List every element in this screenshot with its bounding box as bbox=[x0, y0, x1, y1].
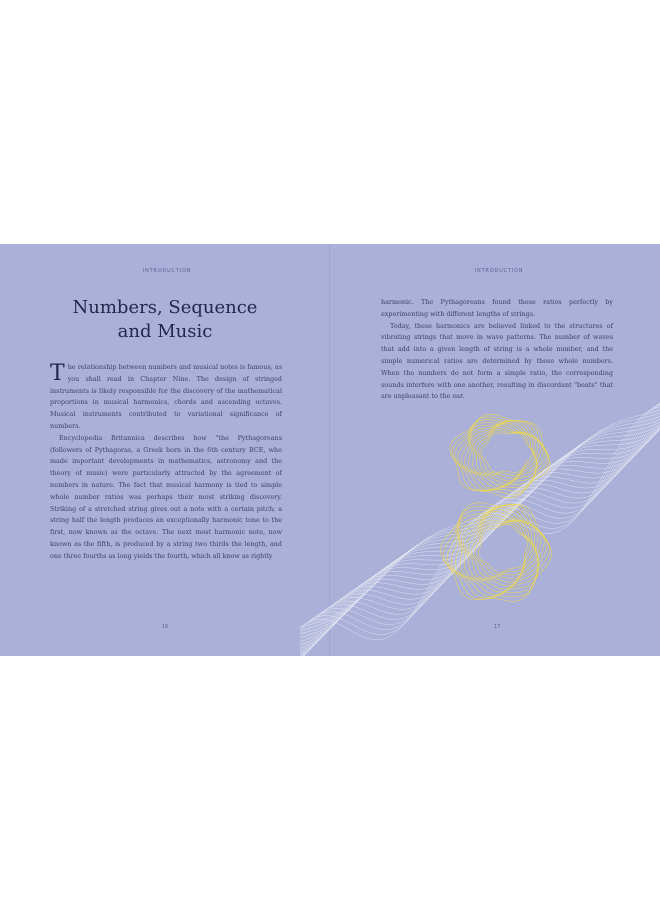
page-title bbox=[50, 296, 280, 344]
right-paragraph-1: harmonic. The Pythagoreans found these ratios perfectly by experimenting with different lengths of strings. bbox=[381, 298, 613, 318]
wave-line bbox=[300, 419, 660, 656]
wave-line bbox=[300, 429, 660, 654]
left-paragraph-2: Encyclopedia Britannica describes how "the Pythagoreans (followers of Pythagoras, a Greek born in the 6th century BCE, who made important developments in mathematics, astronomy and the theory of music) were particularly attracted by the agreement of numbers in nature. The fact that musical harmony is tied to simple whole number ratios was perhaps their most striking discovery. Striking of a stretched string gives out a note with a certain pitch; a string half the length produces an exceptionally harmonic tone to the first, now known as the octave. The next most harmonic note, now known as the fifth, is produced by a string two thirds the length, and one three fourths as long yields the fourth, which all know as rightly bbox=[50, 433, 282, 560]
title-line-1: Numbers, Sequence bbox=[72, 297, 258, 318]
left-paragraph-1-text: he relationship between numbers and musical notes is famous, as you shall read in Chapter Nine. The design of stringed instruments is likely responsible for the discovery of the mathematical proportions in musical harmonics, chords and ascending octaves. Musical instruments contributed to variational significance of numbers. bbox=[50, 363, 282, 430]
eight-ring-line bbox=[476, 429, 536, 479]
right-running-head: INTRODUCTION bbox=[474, 268, 524, 274]
white-wave-lines bbox=[300, 403, 660, 656]
eight-ring-line bbox=[472, 522, 533, 577]
title-line-2: and Music bbox=[117, 321, 213, 342]
eight-ring-line bbox=[478, 431, 534, 476]
eight-ring-line bbox=[465, 422, 542, 487]
right-page-number: 17 bbox=[494, 624, 501, 630]
wavy-numeral-eight-illustration bbox=[300, 394, 660, 656]
left-running-head: INTRODUCTION bbox=[142, 268, 192, 274]
wave-line bbox=[300, 428, 660, 656]
yellow-eight-rings bbox=[441, 414, 552, 601]
left-paragraph-1 bbox=[50, 362, 282, 433]
right-paragraph-2: Today, these harmonics are believed linked to the structures of vibrating strings that move in wave patterns. The number of waves that add into a given length of string is a whole number, and the simple numerical ratios are determined by these whole numbers. When the numbers do not form a simple ratio, the corresponding sounds interfere with one another, resulting in discordant "beats" that are unpleasant to the ear. bbox=[381, 321, 613, 401]
left-page-number: 16 bbox=[162, 624, 169, 630]
left-body-text bbox=[50, 362, 282, 563]
book-spread bbox=[0, 244, 660, 656]
drop-cap: T bbox=[50, 361, 65, 386]
eight-ring-line bbox=[474, 426, 537, 480]
wave-line bbox=[300, 410, 660, 627]
wave-line bbox=[300, 405, 660, 641]
right-body-text bbox=[381, 297, 613, 403]
eight-ring-line bbox=[479, 524, 528, 572]
